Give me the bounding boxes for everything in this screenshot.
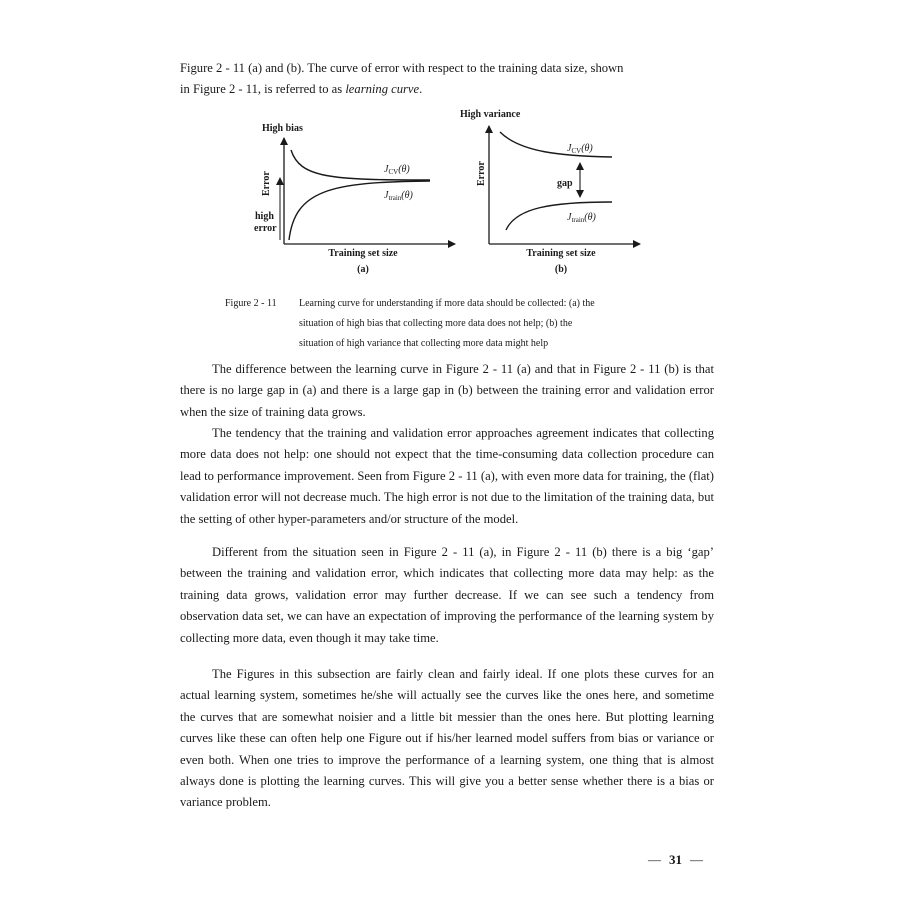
panel-a-high-bias: [254, 123, 455, 275]
paragraph-3: Different from the situation seen in Figure 2 - 11 (a), in Figure 2 - 11 (b) there is a big ‘gap’ between the training and validation error, which indicates that collecting more data may help: as the training data grows, validation error may further decrease. If we can see such a tendency from observation data set, we can have an expectation of improving the performance of the learning system by collecting more data, even though it may take time.: [180, 545, 714, 645]
panel-a-jcv-label: $J_{CV}(\theta)$: [384, 164, 410, 176]
panel-b-jtrain-curve: [506, 202, 612, 230]
panel-a-high-bias-label: High bias: [262, 123, 303, 134]
panel-a-jtrain-label: $J_{train}(\theta)$: [384, 190, 413, 202]
panel-a-x-label: Training set size: [328, 248, 398, 259]
panel-a-high-label: high: [255, 211, 274, 222]
page-dash-left: —: [648, 852, 661, 867]
figure-caption: [225, 294, 695, 354]
paragraph-4: The Figures in this subsection are fairly clean and fairly ideal. If one plots these curves for an actual learning system, sometimes he/she will actually see the curves like the ones here, and sometime the curves that are somewhat noisier and a little bit messier than the ones here. But plotting learning curves like these can often help one Figure out if his/her learned model suffers from bias or variance or even both. When one tries to improve the performance of a learning system, one thing that is almost always done is plotting the learning curves. This will give you a better sense whether there is a bias or variance problem.: [180, 667, 714, 810]
paragraph-2: The tendency that the training and validation error approaches agreement indicates that collecting more data does not help: one should not expect that the time-consuming data collection procedure can lead to performance improvement. Seen from Figure 2 - 11 (a), with even more data for training, the (flat) validation error will not decrease much. The high error is not due to the limitation of the training data, but the setting of other hyper-parameters and/or structure of the model.: [180, 426, 714, 526]
learning-curve-term: learning curve: [345, 82, 420, 97]
panel-b-jcv-label: $J_{CV}(\theta)$: [567, 143, 593, 155]
intro-line-1: Figure 2 - 11 (a) and (b). The curve of error with respect to the training data size, shown: [180, 61, 624, 75]
intro-line-2-prefix: in Figure 2 - 11, is referred to as: [180, 82, 346, 97]
intro-line-2-suffix: .: [419, 82, 423, 97]
page-number: [640, 852, 711, 868]
panel-b-high-variance-label: High variance: [460, 109, 521, 120]
caption-label: Figure 2 - 11: [225, 298, 277, 309]
caption-line-2: situation of high bias that collecting more data does not help; (b) the: [299, 318, 573, 329]
panel-b-high-variance: [460, 109, 640, 275]
page-number-value: 31: [669, 852, 682, 867]
panel-b-jtrain-label: $J_{train}(\theta)$: [567, 212, 596, 224]
panel-a-y-label: Error: [261, 171, 272, 196]
panel-b-y-label: Error: [476, 161, 487, 186]
panel-b-tag: (b): [554, 264, 568, 275]
gap-label: gap: [557, 178, 573, 189]
paragraph-1: The difference between the learning curve in Figure 2 - 11 (a) and that in Figure 2 - 11 (b) is that there is no large gap in (a) and there is a large gap in (b) between the training error and validation error when the size of training data grows.: [180, 362, 714, 419]
panel-a-error-label: error: [254, 223, 277, 234]
panel-a-tag: (a): [357, 264, 369, 275]
caption-line-3: situation of high variance that collecting more data might help: [299, 338, 549, 349]
learning-curve-figure: [0, 0, 900, 300]
page-dash-right: —: [690, 852, 703, 867]
panel-b-jcv-curve: [500, 132, 612, 157]
caption-line-1: Learning curve for understanding if more data should be collected: (a) the: [299, 298, 595, 309]
panel-b-x-label: Training set size: [526, 248, 596, 259]
